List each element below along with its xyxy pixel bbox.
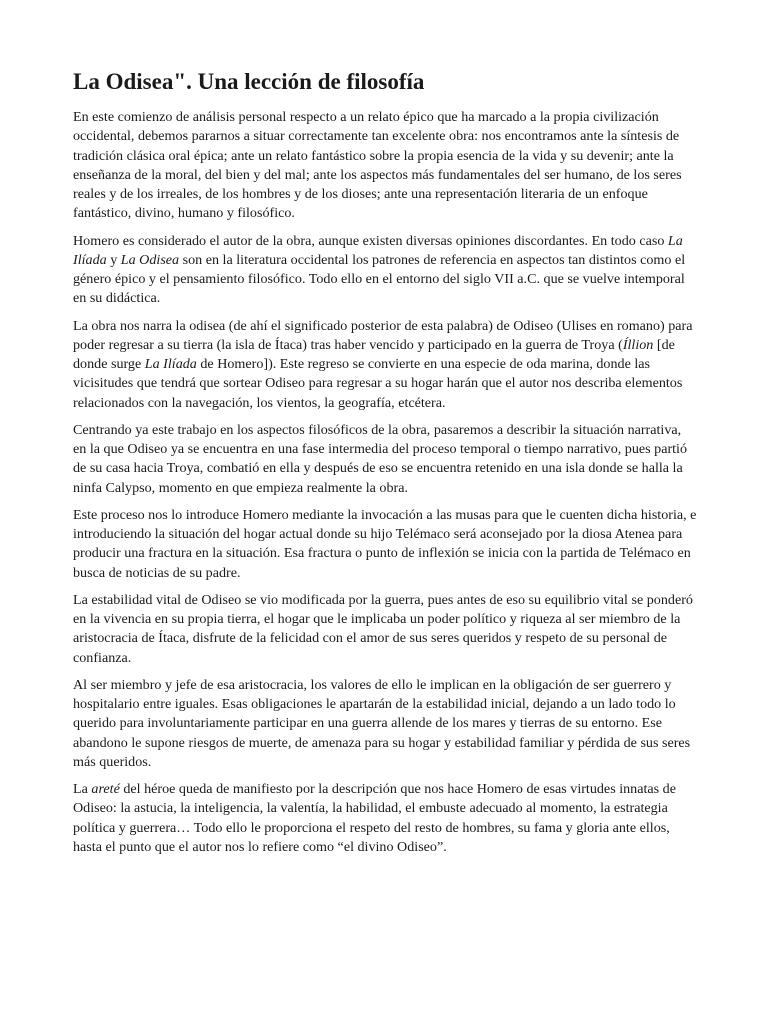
paragraph-5: Este proceso nos lo introduce Homero mediante la invocación a las musas para que le cuenten dicha historia, e introduciendo la situación del hogar actual donde su hijo Telémaco será aconsejado por la diosa Atenea para producir una fractura en la situación. Esa fractura o punto de inflexión se inicia con la partida de Telémaco en busca de noticias de su padre. bbox=[73, 506, 697, 581]
paragraph-3 bbox=[73, 317, 697, 413]
paragraph-6: La estabilidad vital de Odiseo se vio modificada por la guerra, pues antes de eso su equilibrio vital se ponderó en la vivencia en su propia tierra, el hogar que le implicaba un poder político y riqueza al ser miembro de la aristocracia de Ítaca, disfrute de la felicidad con el amor de sus seres queridos y respeto de su personal de confianza. bbox=[73, 591, 693, 666]
paragraph-3-text-a: La obra nos narra la odisea (de ahí el significado posterior de esta palabra) de Odiseo (Ulises en romano) para poder regresar a su tierra (la isla de Ítaca) tras haber vencido y participado en la guerra de Troya ( bbox=[73, 317, 693, 353]
paragraph-7: Al ser miembro y jefe de esa aristocracia, los valores de ello le implican en la obligación de ser guerrero y hospitalario entre iguales. Esas obligaciones le apartarán de la estabilidad inicial, dejando a un lado todo lo querido para involuntariamente participar en una guerra allende de los mares y tierras de su entorno. Ese abandono le supone riesgos de muerte, de amenaza para su hogar y estabilidad familiar y pérdida de sus seres más queridos. bbox=[73, 676, 691, 770]
paragraph-8-text-c: del héroe queda de manifiesto por la descripción que nos hace Homero de esas virtudes innatas de Odiseo: la astucia, la inteligencia, la valentía, la habilidad, el embuste adecuado al momento, la estrategia política y guerrera… Todo ello le proporciona el respeto del resto de hombres, su fama y gloria ante ellos, hasta el punto que el autor nos lo refiere como “el divino Odiseo”. bbox=[73, 781, 676, 855]
paragraph-3-text-c: [de donde surge bbox=[73, 336, 675, 372]
place-name-illion: Íllion bbox=[622, 336, 654, 353]
document-title: La Odisea". Una lección de filosofía bbox=[73, 69, 425, 94]
paragraph-3-text-e: de Homero]). Este regreso se convierte en una especie de oda marina, donde las vicisitudes que tendrá que sortear Odiseo para regresar a su hogar harán que el autor nos describa elementos relacionados con la navegación, los vientos, la geografía, etcétera. bbox=[73, 356, 683, 411]
work-title-iliada-2: La Ilíada bbox=[144, 356, 197, 372]
paragraph-2-text-e: son en la literatura occidental los patrones de referencia en aspectos tan distintos como el género épico y el pensamiento filosófico. Todo ello en el entorno del siglo VII a.C. que se vuelve intemporal en su didáctica. bbox=[73, 251, 686, 307]
term-arete: areté bbox=[91, 781, 120, 797]
paragraph-4: Centrando ya este trabajo en los aspectos filosóficos de la obra, pasaremos a describir la situación narrativa, en la que Odiseo ya se encuentra en una fase intermedia del proceso temporal o tiempo narrativo, pues partió de su casa hacia Troya, combatió en ella y después de eso se encuentra retenido en una isla donde se halla la ninfa Calypso, momento en que empieza realmente la obra. bbox=[73, 421, 688, 496]
paragraph-8 bbox=[73, 780, 697, 857]
paragraph-8-text-a: La bbox=[73, 781, 92, 797]
paragraph-2-text-a: Homero es considerado el autor de la obra, aunque existen diversas opiniones discordantes. En todo caso bbox=[73, 232, 668, 249]
work-title-odisea: La Odisea bbox=[120, 251, 180, 268]
document-page bbox=[73, 66, 697, 865]
paragraph-2 bbox=[73, 232, 697, 309]
work-title-iliada: La Ilíada bbox=[73, 232, 683, 268]
paragraph-1: En este comienzo de análisis personal respecto a un relato épico que ha marcado a la propia civilización occidental, debemos pararnos a situar correctamente tan excelente obra: nos encontramos ante la síntesis de tradición clásica oral épica; ante un relato fantástico sobre la propia esencia de la vida y su devenir; ante la enseñanza de la moral, del bien y del mal; ante los aspectos más fundamentales del ser humano, de los seres reales y de los irreales, de los hombres y de los dioses; ante una representación literaria de un enfoque fantástico, divino, humano y filosófico. bbox=[73, 109, 682, 222]
paragraph-2-text-c: y bbox=[106, 251, 121, 268]
